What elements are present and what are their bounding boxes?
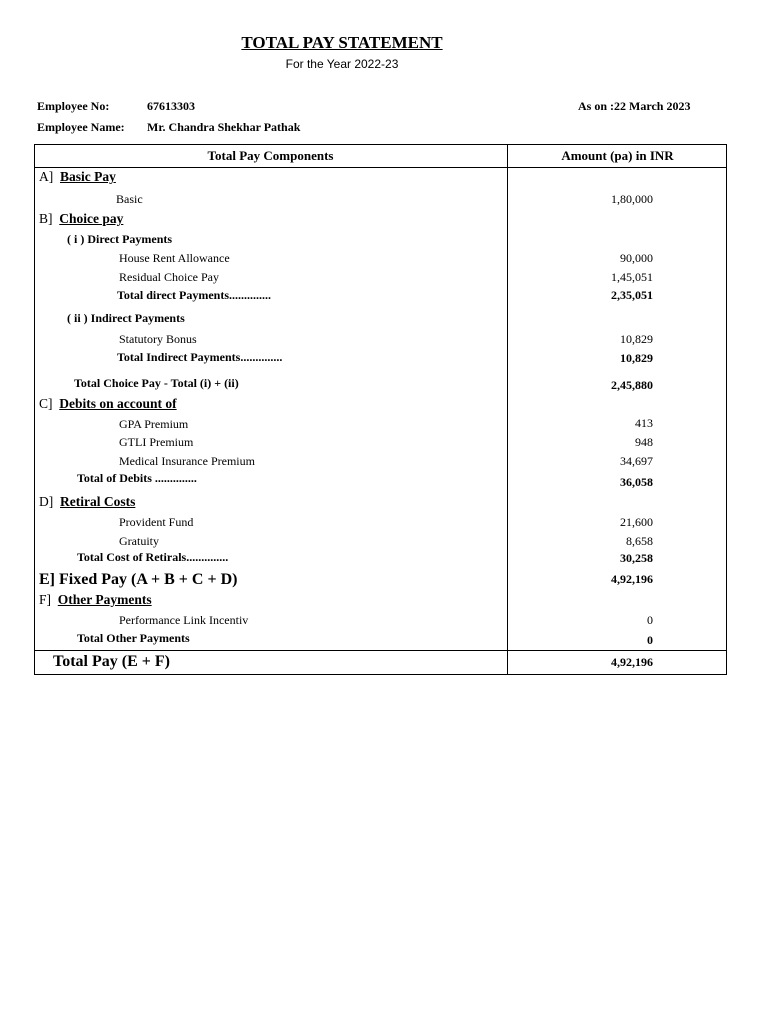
amount-residual-choice-pay: 1,45,051	[611, 270, 653, 284]
section-basic-pay	[39, 169, 116, 185]
total-debits-label: Total of Debits ..............	[77, 471, 197, 485]
amount-gtli-premium: 948	[635, 435, 653, 449]
employee-name-value: Mr. Chandra Shekhar Pathak	[147, 120, 301, 134]
fixed-pay-label: E] Fixed Pay (A + B + C + D)	[39, 571, 238, 588]
item-performance-link-incentive: Performance Link Incentiv	[119, 613, 249, 627]
section-label: Other Payments	[57, 592, 152, 607]
employee-no-label: Employee No:	[37, 99, 110, 113]
section-choice-pay	[39, 211, 123, 227]
amount-gpa-premium: 413	[635, 416, 653, 430]
section-other-payments	[39, 592, 152, 608]
total-other-payments-label: Total Other Payments	[77, 631, 190, 645]
item-house-rent-allowance: House Rent Allowance	[119, 251, 230, 265]
section-prefix: A]	[39, 169, 54, 184]
section-label: Debits on account of	[59, 396, 177, 411]
section-prefix: D]	[39, 494, 54, 509]
item-statutory-bonus: Statutory Bonus	[119, 332, 197, 346]
item-basic: Basic	[116, 192, 143, 206]
section-label: Retiral Costs	[60, 494, 136, 509]
fixed-pay-amount: 4,92,196	[611, 572, 653, 586]
total-retirals-amount: 30,258	[620, 551, 653, 565]
grand-total-label: Total Pay (E + F)	[53, 653, 170, 670]
total-choice-pay-amount: 2,45,880	[611, 378, 653, 392]
amount-gratuity: 8,658	[626, 534, 653, 548]
as-on-date: As on :22 March 2023	[578, 99, 691, 113]
amount-house-rent-allowance: 90,000	[620, 251, 653, 265]
total-direct-payments-amount: 2,35,051	[611, 288, 653, 302]
section-prefix: C]	[39, 396, 53, 411]
amount-medical-insurance-premium: 34,697	[620, 454, 653, 468]
amount-performance-link-incentive: 0	[647, 613, 653, 627]
column-header-amount: Amount (pa) in INR	[561, 148, 674, 163]
section-label: Basic Pay	[60, 169, 116, 184]
grand-total-divider	[34, 650, 727, 651]
total-choice-pay-label: Total Choice Pay - Total (i) + (ii)	[74, 376, 239, 390]
page-title: TOTAL PAY STATEMENT	[241, 33, 443, 52]
amount-provident-fund: 21,600	[620, 515, 653, 529]
employee-no-value: 67613303	[147, 99, 195, 113]
total-other-payments-amount: 0	[647, 633, 653, 647]
total-debits-amount: 36,058	[620, 475, 653, 489]
employee-name-label: Employee Name:	[37, 120, 125, 134]
item-gpa-premium: GPA Premium	[119, 417, 189, 431]
item-medical-insurance-premium: Medical Insurance Premium	[119, 454, 255, 468]
subsection-indirect-payments: ( ii ) Indirect Payments	[67, 311, 185, 325]
item-residual-choice-pay: Residual Choice Pay	[119, 270, 219, 284]
item-gtli-premium: GTLI Premium	[119, 435, 194, 449]
grand-total-amount: 4,92,196	[611, 655, 653, 669]
amount-statutory-bonus: 10,829	[620, 332, 653, 346]
section-debits	[39, 396, 177, 412]
page-subtitle: For the Year 2022-23	[285, 57, 399, 71]
header-divider	[34, 167, 727, 168]
column-header-components: Total Pay Components	[207, 148, 334, 163]
item-gratuity: Gratuity	[119, 534, 159, 548]
total-indirect-payments-label: Total Indirect Payments..............	[117, 350, 283, 364]
item-provident-fund: Provident Fund	[119, 515, 194, 529]
total-indirect-payments-amount: 10,829	[620, 351, 653, 365]
section-prefix: B]	[39, 211, 53, 226]
amount-basic: 1,80,000	[611, 192, 653, 206]
section-label: Choice pay	[59, 211, 124, 226]
total-direct-payments-label: Total direct Payments..............	[117, 288, 271, 302]
column-divider	[507, 144, 508, 675]
total-retirals-label: Total Cost of Retirals..............	[77, 550, 229, 564]
section-retiral-costs	[39, 494, 135, 510]
section-prefix: F]	[39, 592, 52, 607]
subsection-direct-payments: ( i ) Direct Payments	[67, 232, 173, 246]
